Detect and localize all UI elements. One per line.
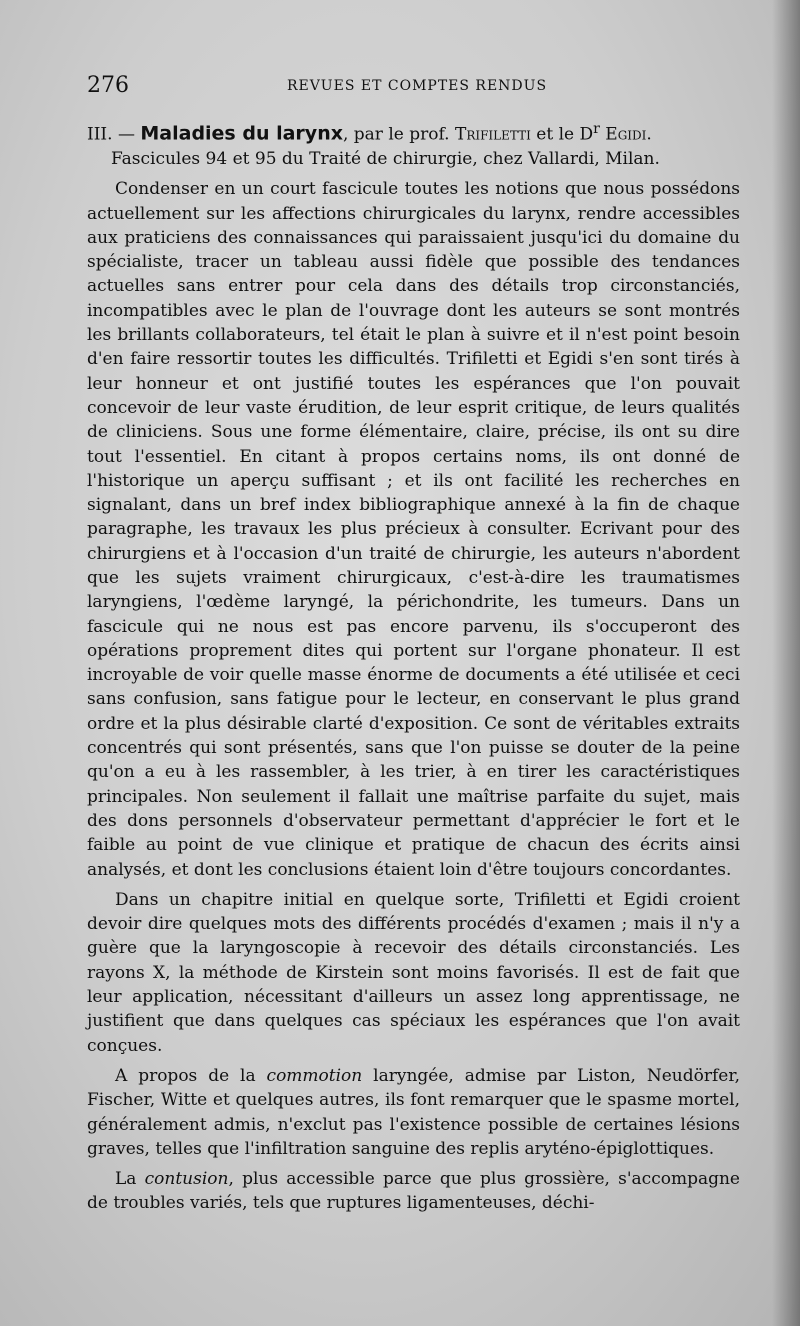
paragraph-3: [87, 1064, 740, 1161]
paragraph-3-start: A propos de la: [115, 1065, 267, 1086]
paragraph-4: [87, 1167, 740, 1216]
author-trifiletti: Trifiletti: [454, 124, 531, 145]
term-commotion: commotion: [266, 1065, 363, 1086]
byline-end: .: [646, 124, 652, 145]
byline-prefix: , par le prof.: [342, 124, 455, 145]
author-egidi: Egidi: [605, 124, 647, 145]
paragraph-4-start: La: [115, 1169, 145, 1190]
paragraph-1: Condenser en un court fascicule toutes les notions que nous possédons actuellement sur les affections chirurgicales du larynx, rendre accessibles aux praticiens des connaissances qui paraissaient jusqu'ici du domaine du spécialiste, tracer un tableau aussi fidèle que possible des tendances actuelles sans entrer pour cela dans des détails trop circonstanciés, incompatibles avec le plan de l'ouvrage dont les auteurs se sont montrés les brillants collaborateurs, tel était le plan à suivre et il n'est point besoin d'en faire ressortir toutes les difficultés. Trifiletti et Egidi s'en sont tirés à leur honneur et ont justifié toutes les espérances que l'on pouvait concevoir de leur vaste érudition, de leur esprit critique, de leurs qualités de cliniciens. Sous une forme élémentaire, claire, précise, ils ont su dire tout l'essentiel. En citant à propos certains noms, ils ont donné de l'historique un aperçu suffisant ; et ils ont facilité les recherches en signalant, dans un bref index bibliographique annexé à la fin de chaque paragraphe, les travaux les plus précieux à consulter. Ecrivant pour des chirurgiens et à l'occasion d'un traité de chirurgie, les auteurs n'abordent que les sujets vraiment chirurgicaux, c'est-à-dire les traumatismes laryngiens, l'œdème laryngé, la périchondrite, les tumeurs. Dans un fascicule qui ne nous est pas encore parvenu, ils s'occuperont des opérations proprement dites qui portent sur l'organe phonateur. Il est incroyable de voir quelle masse énorme de documents a été utilisée et ceci sans confusion, sans fatigue pour le lecteur, en conservant le plus grand ordre et la plus désirable clarté d'exposition. Ce sont de véritables extraits concentrés qui sont présentés, sans que l'on puisse se douter de la peine qu'on a eu à les rassembler, à les trier, à en tirer les caractéristiques principales. Non seulement il fallait une maîtrise parfaite du sujet, mais des dons personnels d'observateur permettant d'apprécier le fort et le faible au point de vue clinique et pratique de chacun des écrits ainsi analysés, et dont les conclusions étaient loin d'être toujours concordantes.: [87, 179, 740, 880]
article-heading: [87, 117, 740, 171]
section-numeral: III. —: [87, 124, 135, 145]
body-text: [87, 117, 740, 1216]
article-subtitle: Fascicules 94 et 95 du Traité de chirurgie, chez Vallardi, Milan.: [111, 148, 660, 169]
running-head: [87, 72, 747, 102]
page-edge-shadow: [772, 0, 800, 1326]
byline-sup: r: [593, 121, 600, 137]
paragraph-4-rest: , plus accessible parce que plus grossière, s'accompagne de troubles variés, tels que ruptures ligamenteuses, déchi-: [87, 1169, 740, 1214]
running-title: REVUES ET COMPTES RENDUS: [286, 78, 548, 94]
byline-mid: et le D: [530, 124, 594, 145]
paragraph-3-rest: laryngée, admise par Liston, Neudörfer, Fischer, Witte et quelques autres, ils font remarquer que le spasme mortel, généralement admis, n'exclut pas l'existence possible de certaines lésions graves, telles que l'infiltration sanguine des replis aryténo-épiglottiques.: [87, 1065, 740, 1159]
page-number: 276: [87, 73, 129, 98]
article-title: Maladies du larynx: [140, 122, 343, 145]
term-contusion: contusion: [144, 1169, 229, 1190]
paragraph-2: Dans un chapitre initial en quelque sorte, Trifiletti et Egidi croient devoir dire quelques mots des différents procédés d'examen ; mais il n'y a guère que la laryngoscopie à recevoir des détails circonstanciés. Les rayons X, la méthode de Kirstein sont moins favorisés. Il est de fait que leur application, nécessitant d'ailleurs un assez long apprentissage, ne justifient que dans quelques cas spéciaux les espérances que l'on avait conçues.: [87, 889, 740, 1056]
